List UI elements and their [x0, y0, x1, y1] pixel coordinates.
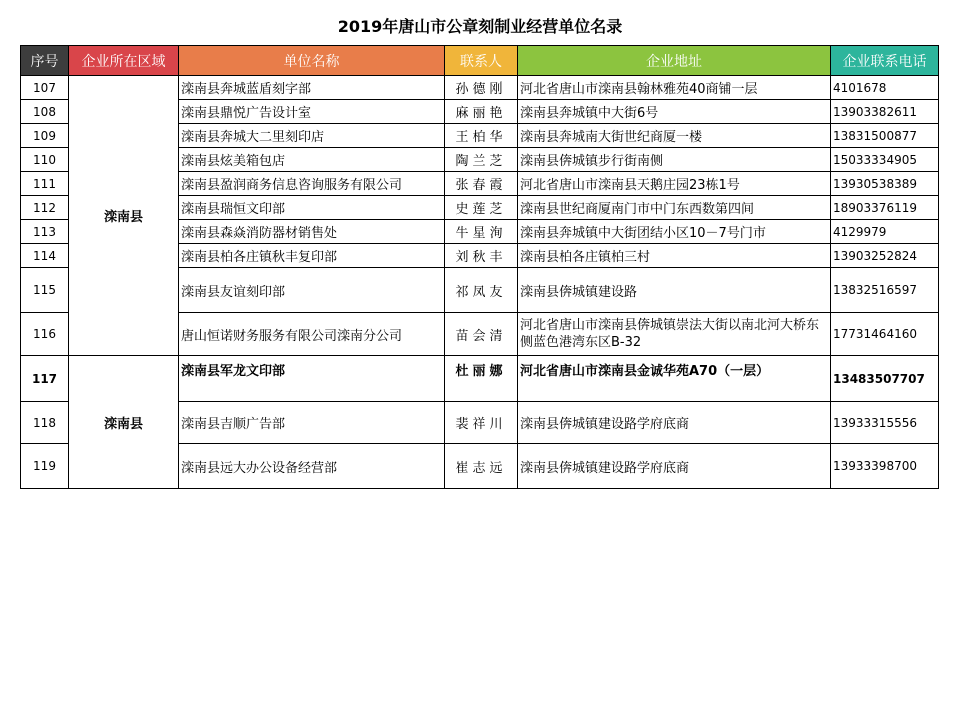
cell-contact: 杜丽娜: [445, 356, 518, 402]
cell-contact: 麻丽艳: [445, 100, 518, 124]
cell-address: 河北省唐山市滦南县金诚华苑A70（一层）: [518, 356, 831, 402]
cell-phone: 13933398700: [831, 444, 939, 489]
cell-seq: 118: [21, 402, 69, 444]
cell-name: 滦南县炫美箱包店: [179, 148, 445, 172]
cell-seq: 110: [21, 148, 69, 172]
cell-phone: 13903382611: [831, 100, 939, 124]
header-row: [21, 46, 939, 76]
cell-phone: 13933315556: [831, 402, 939, 444]
cell-address: 河北省唐山市滦南县翰林雅苑40商铺一层: [518, 76, 831, 100]
cell-phone: 13832516597: [831, 268, 939, 313]
cell-name: 滦南县远大办公设备经营部: [179, 444, 445, 489]
cell-seq: 114: [21, 244, 69, 268]
cell-address: 滦南县倴城镇建设路学府底商: [518, 444, 831, 489]
cell-seq: 116: [21, 313, 69, 356]
cell-phone: 13483507707: [831, 356, 939, 402]
cell-name: 唐山恒诺财务服务有限公司滦南分公司: [179, 313, 445, 356]
cell-address: 滦南县奔城镇中大街6号: [518, 100, 831, 124]
cell-phone: 4101678: [831, 76, 939, 100]
cell-phone: 13930538389: [831, 172, 939, 196]
header-address: 企业地址: [518, 46, 831, 76]
directory-table: [20, 45, 939, 489]
cell-seq: 109: [21, 124, 69, 148]
page-title: 2019年唐山市公章刻制业经营单位名录: [337, 17, 623, 36]
cell-phone: 13903252824: [831, 244, 939, 268]
cell-name: 滦南县柏各庄镇秋丰复印部: [179, 244, 445, 268]
cell-contact: 崔志远: [445, 444, 518, 489]
header-seq: 序号: [21, 46, 69, 76]
cell-contact: 张春霞: [445, 172, 518, 196]
cell-address: 河北省唐山市滦南县倴城镇崇法大街以南北河大桥东侧蓝色港湾东区B-32: [518, 313, 831, 356]
cell-name: 滦南县友谊刻印部: [179, 268, 445, 313]
cell-contact: 刘秋丰: [445, 244, 518, 268]
cell-address: 滦南县奔城南大街世纪商厦一楼: [518, 124, 831, 148]
cell-address: 滦南县倴城镇步行街南侧: [518, 148, 831, 172]
cell-address: 滦南县世纪商厦南门市中门东西数第四间: [518, 196, 831, 220]
header-phone: 企业联系电话: [831, 46, 939, 76]
cell-contact: 牛星洵: [445, 220, 518, 244]
cell-contact: 陶兰芝: [445, 148, 518, 172]
cell-seq: 112: [21, 196, 69, 220]
cell-contact: 孙德刚: [445, 76, 518, 100]
table-row: [21, 356, 939, 402]
cell-address: 滦南县柏各庄镇柏三村: [518, 244, 831, 268]
cell-phone: 4129979: [831, 220, 939, 244]
cell-seq: 113: [21, 220, 69, 244]
cell-name: 滦南县鼎悦广告设计室: [179, 100, 445, 124]
cell-contact: 裴祥川: [445, 402, 518, 444]
cell-name: 滦南县盈润商务信息咨询服务有限公司: [179, 172, 445, 196]
header-area: 企业所在区域: [69, 46, 179, 76]
cell-contact: 史莲芝: [445, 196, 518, 220]
cell-seq: 117: [21, 356, 69, 402]
directory-table-container: [20, 45, 938, 489]
cell-address: 滦南县倴城镇建设路学府底商: [518, 402, 831, 444]
cell-contact: 苗会清: [445, 313, 518, 356]
cell-name: 滦南县奔城蓝盾刻字部: [179, 76, 445, 100]
cell-seq: 119: [21, 444, 69, 489]
cell-address: 河北省唐山市滦南县天鹅庄园23栋1号: [518, 172, 831, 196]
cell-name: 滦南县森焱消防器材销售处: [179, 220, 445, 244]
cell-contact: 王柏华: [445, 124, 518, 148]
cell-seq: 107: [21, 76, 69, 100]
cell-phone: 17731464160: [831, 313, 939, 356]
cell-name: 滦南县军龙文印部: [179, 356, 445, 402]
cell-phone: 13831500877: [831, 124, 939, 148]
cell-address: 滦南县倴城镇建设路: [518, 268, 831, 313]
table-row: [21, 76, 939, 100]
cell-name: 滦南县奔城大二里刻印店: [179, 124, 445, 148]
cell-phone: 18903376119: [831, 196, 939, 220]
cell-phone: 15033334905: [831, 148, 939, 172]
cell-address: 滦南县奔城镇中大街团结小区10－7号门市: [518, 220, 831, 244]
cell-area: 滦南县: [69, 356, 179, 489]
cell-contact: 祁凤友: [445, 268, 518, 313]
cell-area: 滦南县: [69, 76, 179, 356]
cell-seq: 108: [21, 100, 69, 124]
cell-seq: 111: [21, 172, 69, 196]
header-contact: 联系人: [445, 46, 518, 76]
cell-name: 滦南县瑞恒文印部: [179, 196, 445, 220]
header-name: 单位名称: [179, 46, 445, 76]
cell-name: 滦南县吉顺广告部: [179, 402, 445, 444]
cell-seq: 115: [21, 268, 69, 313]
